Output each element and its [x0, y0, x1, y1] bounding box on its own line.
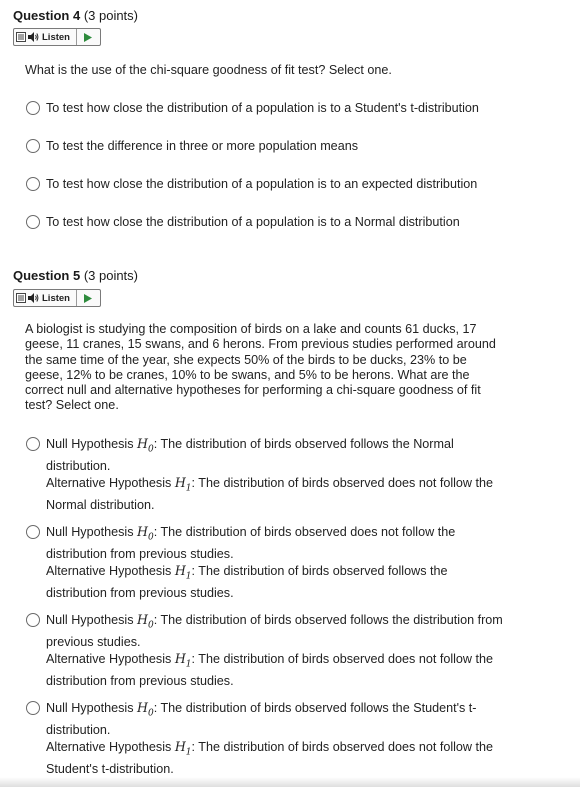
- q5-option-4-label: [46, 700, 506, 777]
- q4-option-1-label: To test how close the distribution of a population is to a Student's t-distribution: [46, 101, 479, 115]
- null-text: : The distribution of birds observed follows the distribution from previous studies.: [46, 613, 503, 650]
- q4-option-2[interactable]: [26, 139, 506, 155]
- null-hypothesis: [46, 524, 506, 563]
- null-hypothesis: [46, 436, 506, 475]
- h1-letter: H: [174, 562, 186, 578]
- listen-divider: [76, 29, 77, 45]
- alt-text: : The distribution of birds observed does not follow the distribution from previous studies.: [46, 651, 494, 688]
- h1-subscript: 1: [185, 659, 192, 670]
- h1-subscript: 1: [185, 747, 192, 758]
- listen-divider: [76, 290, 77, 306]
- alt-hypothesis: [46, 563, 506, 602]
- h0-letter: H: [137, 436, 148, 451]
- null-prefix: Null Hypothesis: [46, 613, 137, 627]
- h0-letter: H: [137, 612, 148, 627]
- alt-prefix: Alternative Hypothesis: [46, 563, 175, 578]
- h1-subscript: 1: [185, 571, 192, 582]
- q4-option-4-label: To test how close the distribution of a population is to a Normal distribution: [46, 215, 460, 229]
- q4-option-3[interactable]: [26, 177, 506, 193]
- q5-option-4[interactable]: [26, 701, 506, 777]
- speaker-icon: [28, 32, 39, 42]
- question-5-points: (3 points): [83, 268, 139, 283]
- h1-symbol: [174, 650, 192, 670]
- question-4-points: (3 points): [83, 8, 139, 23]
- null-text: : The distribution of birds observed follows the Normal distribution.: [46, 437, 454, 474]
- null-hypothesis: [46, 612, 506, 651]
- h1-subscript: 1: [185, 483, 192, 494]
- alt-hypothesis: [46, 475, 506, 514]
- q4-option-3-label: To test how close the distribution of a population is to an expected distribution: [46, 177, 478, 191]
- null-prefix: Null Hypothesis: [46, 437, 137, 451]
- play-icon[interactable]: [84, 294, 92, 303]
- q5-option-2-label: [46, 524, 506, 601]
- alt-prefix: Alternative Hypothesis: [46, 651, 175, 666]
- q5-option-2[interactable]: [26, 525, 506, 601]
- radio-unchecked[interactable]: [26, 613, 40, 627]
- h1-symbol: [174, 738, 192, 758]
- h0-symbol: [137, 700, 154, 719]
- document-icon: [16, 293, 26, 303]
- listen-button-q5[interactable]: [13, 289, 101, 307]
- radio-unchecked[interactable]: [26, 101, 40, 115]
- h0-subscript: 0: [147, 708, 154, 719]
- h0-letter: H: [137, 700, 148, 715]
- null-text: : The distribution of birds observed follows the Student's t-distribution.: [46, 701, 477, 738]
- listen-label: Listen: [42, 31, 70, 43]
- h0-subscript: 0: [147, 620, 154, 631]
- q4-option-1[interactable]: [26, 101, 506, 117]
- bottom-edge-shadow: [0, 777, 580, 787]
- h0-subscript: 0: [147, 532, 154, 543]
- null-hypothesis: [46, 700, 506, 739]
- null-prefix: Null Hypothesis: [46, 701, 137, 715]
- h0-subscript: 0: [147, 444, 154, 455]
- listen-button-q4[interactable]: [13, 28, 101, 46]
- radio-unchecked[interactable]: [26, 215, 40, 229]
- null-prefix: Null Hypothesis: [46, 525, 137, 539]
- question-4-prompt: What is the use of the chi-square goodness of fit test? Select one.: [25, 63, 392, 77]
- q5-option-1-label: [46, 436, 506, 513]
- alt-text: : The distribution of birds observed does not follow the Normal distribution.: [46, 475, 494, 512]
- h1-letter: H: [174, 474, 186, 490]
- alt-prefix: Alternative Hypothesis: [46, 475, 175, 490]
- alt-prefix: Alternative Hypothesis: [46, 739, 175, 754]
- listen-label: Listen: [42, 292, 70, 304]
- h0-letter: H: [137, 524, 148, 539]
- radio-unchecked[interactable]: [26, 177, 40, 191]
- q5-option-1[interactable]: [26, 437, 506, 513]
- q5-option-3[interactable]: [26, 613, 506, 689]
- question-4-name: Question 4: [13, 8, 81, 23]
- alt-text: : The distribution of birds observed does not follow the Student's t-distribution.: [46, 739, 494, 776]
- h0-symbol: [137, 612, 154, 631]
- h1-symbol: [174, 474, 192, 494]
- alt-hypothesis: [46, 651, 506, 690]
- q5-option-3-label: [46, 612, 506, 689]
- play-icon[interactable]: [84, 33, 92, 42]
- null-text: : The distribution of birds observed does not follow the distribution from previous studies.: [46, 525, 456, 562]
- h0-symbol: [137, 436, 154, 455]
- h1-letter: H: [174, 738, 186, 754]
- radio-unchecked[interactable]: [26, 437, 40, 451]
- h0-symbol: [137, 524, 154, 543]
- radio-unchecked[interactable]: [26, 139, 40, 153]
- q4-option-2-label: To test the difference in three or more population means: [46, 139, 358, 153]
- alt-text: : The distribution of birds observed follows the distribution from previous studies.: [46, 563, 448, 600]
- speaker-icon: [28, 293, 39, 303]
- q4-option-4[interactable]: [26, 215, 506, 231]
- question-5-prompt: A biologist is studying the composition of birds on a lake and counts 61 ducks, 17 geese, 11 cranes, 15 swans, and 6 herons. From previous studies performed around the same time of the year, she expects 50% of the birds to be ducks, 23% to be geese, 12% to be cranes, 10% to be swans, and 5% to be herons. What are the correct null and alternative hypotheses for performing a chi-square goodness of fit test? Select one.: [25, 322, 496, 413]
- radio-unchecked[interactable]: [26, 525, 40, 539]
- radio-unchecked[interactable]: [26, 701, 40, 715]
- question-5-name: Question 5: [13, 268, 81, 283]
- question-5-title: [13, 268, 138, 283]
- h1-symbol: [174, 562, 192, 582]
- h1-letter: H: [174, 650, 186, 666]
- document-icon: [16, 32, 26, 42]
- alt-hypothesis: [46, 739, 506, 778]
- question-4-title: [13, 8, 138, 23]
